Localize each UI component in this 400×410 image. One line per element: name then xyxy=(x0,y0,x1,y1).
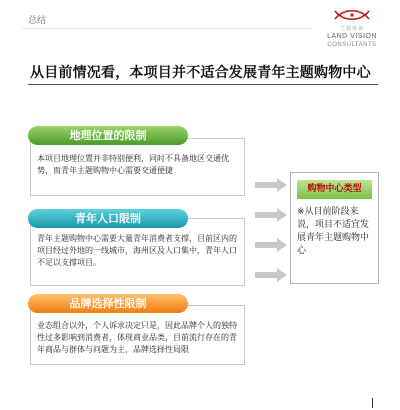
slide-headline: 从目前情况看，本项目并不适合发展青年主题购物中心 xyxy=(30,65,371,81)
factor-location-box xyxy=(30,138,245,196)
conclusion-title: 购物中心类型 xyxy=(297,180,372,199)
factor-brand-selection-text: 业态组合以外，个人诉求决定只是，因此品牌个人的独特性过多影响到消费者，体现商业品类，目前流行存在的青年商品与群体与问题为主，品牌选择性局限 xyxy=(37,321,237,354)
arrow-right-icon xyxy=(255,238,287,252)
factor-youth-population-title: 青年人口限制 xyxy=(28,209,188,228)
page-marker xyxy=(372,398,373,408)
section-label: 总结 xyxy=(28,16,47,26)
factor-brand-selection-title: 品牌选择性限制 xyxy=(28,294,188,313)
factor-youth-population-box xyxy=(30,218,245,286)
headline-divider xyxy=(28,84,378,85)
logo-english-line2: CONSULTANTS xyxy=(327,42,377,48)
arrow-right-icon xyxy=(255,208,287,222)
logo-chinese-text: 兰德咨询 xyxy=(339,26,364,32)
factor-youth-population-text: 青年主题购物中心需要大量青年消费者支撑，目前区内的项目经过外地的一线城市，海州区及人口集中，青年人口不足以支撑项目。 xyxy=(37,234,237,267)
logo-english-line1: LAND VISION xyxy=(327,33,377,40)
arrow-right-icon xyxy=(255,268,287,282)
logo-mark-icon xyxy=(332,6,372,24)
conclusion-text: ※从目前阶段来说，项目不适宜发展青年主题购物中心 xyxy=(297,207,370,256)
conclusion-box xyxy=(290,172,379,284)
factor-brand-selection-box xyxy=(30,305,245,365)
factor-location-text: 本项目地理位置并非特别便利，同时不具备地区交通优势，而青年主题购物中心需要交通便捷 xyxy=(37,154,229,175)
arrow-right-icon xyxy=(255,178,287,192)
factor-location-title: 地理位置的限制 xyxy=(28,126,188,145)
top-divider xyxy=(22,28,312,29)
company-logo xyxy=(318,6,386,58)
